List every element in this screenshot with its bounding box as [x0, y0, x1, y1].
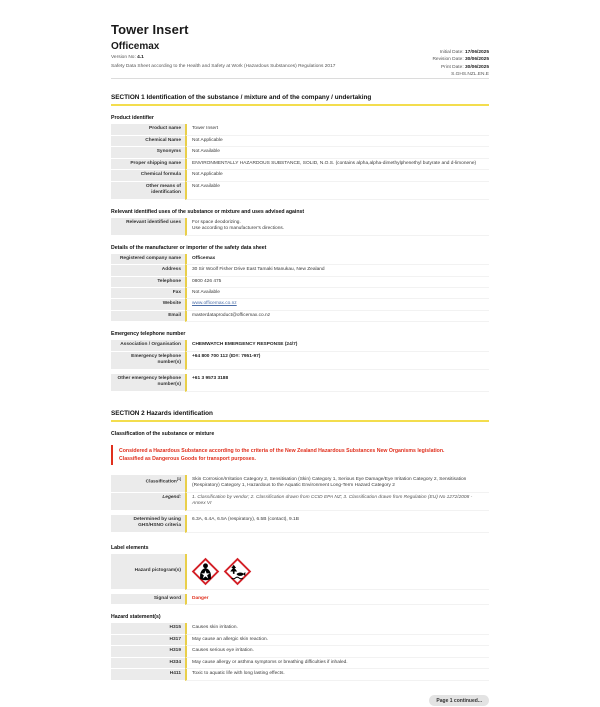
sds-subtitle: Safety Data Sheet according to the Health and Safety at Work (Hazardous Substances) Regulations 2017	[111, 64, 336, 70]
print-date-value: 30/06/2025	[464, 64, 489, 70]
row-value: Not Applicable	[185, 170, 489, 181]
row-value	[185, 218, 489, 236]
section1-heading: SECTION 1 Identification of the substance / mixture and of the company / undertaking	[111, 94, 489, 106]
hazard-code: H334	[111, 658, 185, 669]
signal-word: Danger	[192, 595, 209, 601]
print-date-line	[432, 64, 489, 71]
table-row	[111, 340, 489, 351]
use-line-2: Use according to manufacturer's directions.	[192, 226, 285, 232]
row-label: Email	[111, 311, 185, 322]
initial-date-line	[432, 49, 489, 56]
hazard-text: Causes serious eye irritation.	[185, 646, 489, 657]
classification-table	[111, 475, 489, 533]
table-row	[111, 265, 489, 276]
classification-heading: Classification of the substance or mixture	[111, 430, 215, 437]
company-name: Officemax	[111, 41, 160, 52]
table-row	[111, 623, 489, 634]
hazard-code: H411	[111, 669, 185, 680]
page-continued-badge: Page 1 continued...	[429, 695, 489, 706]
row-value	[185, 299, 489, 310]
table-row	[111, 147, 489, 158]
table-row	[111, 136, 489, 147]
row-value: Skin Corrosion/Irritation Category 2, Sensitisation (Skin) Category 1, Serious Eye Damage/Eye Irritation Category 2, Sensitisation (Respiratory) Category 1, Hazardous to the Aquatic Environment Long-Term Hazard Category 2	[185, 475, 489, 493]
table-row	[111, 646, 489, 657]
hazard-notice-line-1: Considered a Hazardous Substance according to the criteria of the New Zealand Hazardous Substances New Organisms legislation.	[119, 447, 445, 454]
row-label: Product name	[111, 124, 185, 135]
row-value: Officemax	[185, 254, 489, 265]
table-row	[111, 374, 489, 392]
hazard-code: H315	[111, 623, 185, 634]
row-value: Not Available	[185, 147, 489, 158]
classification-footnote-marker: [1]	[176, 476, 181, 481]
row-value: 6.3A, 6.4A, 6.5A (respiratory), 6.5B (contact), 9.1B	[185, 515, 489, 533]
document-body	[111, 22, 489, 707]
table-row	[111, 170, 489, 181]
revision-date-label: Revision Date:	[432, 57, 465, 63]
relevant-uses-heading: Relevant identified uses of the substance or mixture and uses advised against	[111, 208, 305, 215]
footer	[111, 689, 489, 707]
version-value: 4.1	[137, 55, 144, 60]
row-label: Fax	[111, 288, 185, 299]
row-label: Proper shipping name	[111, 159, 185, 170]
use-line-1: For space deodorizing.	[192, 219, 241, 225]
row-label: Address	[111, 265, 185, 276]
print-date-label: Print Date:	[440, 64, 465, 70]
row-value: Not Available	[185, 182, 489, 200]
row-value: +64 800 700 112 (ID#: 7951-97)	[185, 352, 489, 370]
table-row	[111, 124, 489, 135]
table-row	[111, 594, 489, 605]
table-row	[111, 299, 489, 310]
manufacturer-table	[111, 254, 489, 323]
initial-date-value: 17/06/2025	[464, 50, 489, 55]
hazard-text: Causes skin irritation.	[185, 623, 489, 634]
hazard-statements-table	[111, 623, 489, 680]
row-label: Chemical formula	[111, 170, 185, 181]
row-label: Legend:	[111, 493, 185, 511]
row-label: Telephone	[111, 277, 185, 288]
table-row	[111, 554, 489, 590]
table-row	[111, 493, 489, 511]
ghs-environment-icon	[224, 558, 251, 585]
row-label: Registered company name	[111, 254, 185, 265]
row-label: Determined by using GHS/HSNO criteria	[111, 515, 185, 533]
row-value: Tower Insert	[185, 124, 489, 135]
table-row	[111, 218, 489, 236]
table-row	[111, 658, 489, 669]
row-value: Not Applicable	[185, 136, 489, 147]
table-row	[111, 254, 489, 265]
table-row	[111, 475, 489, 493]
row-label: Association / Organisation	[111, 340, 185, 351]
row-value: +61 3 9573 3188	[185, 374, 489, 392]
table-row	[111, 311, 489, 322]
revision-date-value: 30/06/2025	[464, 57, 489, 63]
row-label: Other emergency telephone number(s)	[111, 374, 185, 392]
table-row	[111, 277, 489, 288]
row-label: Other means of identification	[111, 182, 185, 200]
row-label: Relevant identified uses	[111, 218, 185, 236]
classification-label: Classification	[145, 479, 177, 485]
ghs-health-hazard-icon	[192, 558, 219, 585]
sds-code: S.GHS.NZL.EN.E	[451, 72, 489, 78]
row-label: Synonyms	[111, 147, 185, 158]
table-row	[111, 288, 489, 299]
hazard-notice	[111, 445, 489, 465]
label-elements-heading: Label elements	[111, 544, 149, 551]
row-value: 30 Sir Woolf Fisher Drive East Tamaki Manukau, New Zealand	[185, 265, 489, 276]
product-identifier-table	[111, 124, 489, 199]
version-label: Version No:	[111, 55, 138, 60]
document-header	[111, 22, 489, 78]
product-identifier-heading: Product identifier	[111, 115, 154, 122]
revision-date-line	[432, 56, 489, 63]
initial-date-label: Initial Date:	[439, 50, 465, 55]
hazard-text: May cause allergy or asthma symptoms or breathing difficulties if inhaled.	[185, 658, 489, 669]
email-link[interactable]: masterdataproduct@officemax.co.nz	[192, 312, 271, 318]
row-value	[185, 311, 489, 322]
row-value: 1. Classification by vendor; 2. Classification drawn from CCID EPA NZ; 3. Classification drawn from Regulation (EU) No 1272/2008 - Annex VI	[185, 493, 489, 511]
dates-block	[432, 49, 489, 79]
row-label: Emergency telephone number(s)	[111, 352, 185, 370]
hazard-code: H317	[111, 635, 185, 646]
row-label: Signal word	[111, 594, 185, 605]
hazard-code: H319	[111, 646, 185, 657]
table-row	[111, 669, 489, 680]
page-title: Tower Insert	[111, 22, 189, 37]
table-row	[111, 352, 489, 370]
emergency-heading: Emergency telephone number	[111, 331, 186, 338]
row-label: Chemical Name	[111, 136, 185, 147]
row-value: 0800 426 475	[185, 277, 489, 288]
pictogram-cell	[185, 554, 489, 590]
hazard-statements-heading: Hazard statement(s)	[111, 614, 161, 621]
emergency-table	[111, 340, 489, 391]
row-label	[111, 475, 185, 493]
row-value: ENVIRONMENTALLY HAZARDOUS SUBSTANCE, SOLID, N.O.S. (contains alpha,alpha-dimethylphenethyl butyrate and d-limonene)	[185, 159, 489, 170]
row-value: Not Available	[185, 288, 489, 299]
table-row	[111, 635, 489, 646]
hazard-text: May cause an allergic skin reaction.	[185, 635, 489, 646]
label-elements-table	[111, 554, 489, 605]
table-row	[111, 182, 489, 200]
hazard-notice-line-2: Classified as Dangerous Goods for transport purposes.	[119, 455, 256, 462]
row-value	[185, 594, 489, 605]
row-label: Hazard pictogram(s)	[111, 554, 185, 590]
row-value: CHEMWATCH EMERGENCY RESPONSE (24/7)	[185, 340, 489, 351]
table-row	[111, 515, 489, 533]
section2-heading: SECTION 2 Hazards identification	[111, 410, 489, 422]
relevant-uses-table	[111, 218, 489, 236]
hazard-text: Toxic to aquatic life with long lasting effects.	[185, 669, 489, 680]
manufacturer-heading: Details of the manufacturer or importer of the safety data sheet	[111, 244, 267, 251]
table-row	[111, 159, 489, 170]
website-link[interactable]: www.officemax.co.nz	[192, 301, 237, 307]
row-label: Website	[111, 299, 185, 310]
